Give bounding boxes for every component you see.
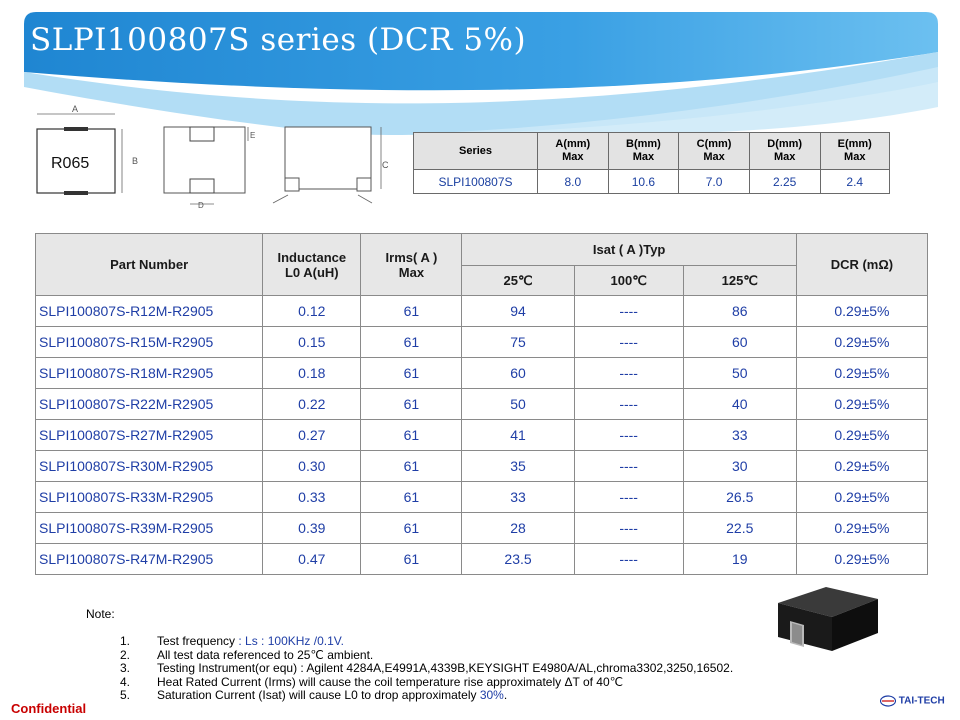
cell-isat-25c: 23.5 (462, 544, 574, 575)
dims-header-b-max: Max (632, 151, 655, 163)
cell-isat-100c: ---- (574, 296, 683, 327)
cell-inductance: 0.27 (263, 420, 361, 451)
cell-inductance: 0.30 (263, 451, 361, 482)
cell-isat-125c: 40 (683, 389, 796, 420)
dim-label-a: A (72, 104, 79, 114)
header-isat-100c: 100℃ (574, 266, 683, 296)
dims-cell-d: 2.25 (749, 170, 820, 194)
dims-header-series: Series (458, 144, 493, 157)
dims-cell-series: SLPI100807S (414, 170, 538, 194)
dim-label-c: C (382, 160, 389, 170)
dims-cell-c: 7.0 (679, 170, 750, 194)
dims-cell-b: 10.6 (608, 170, 679, 194)
note-item (120, 635, 733, 649)
cell-irms: 61 (361, 513, 462, 544)
cell-isat-25c: 28 (462, 513, 574, 544)
table-row (36, 451, 928, 482)
logo-text: TAI-TECH (898, 695, 945, 707)
cell-irms: 61 (361, 420, 462, 451)
cell-inductance: 0.12 (263, 296, 361, 327)
spec-table (35, 233, 928, 575)
cell-inductance: 0.18 (263, 358, 361, 389)
cell-part-number: SLPI100807S-R18M-R2905 (36, 358, 263, 389)
header-irms: Irms( A ) (385, 249, 438, 265)
cell-isat-125c: 33 (683, 420, 796, 451)
cell-part-number: SLPI100807S-R27M-R2905 (36, 420, 263, 451)
cell-irms: 61 (361, 358, 462, 389)
note-highlight: : Ls : 100KHz /0.1V. (238, 634, 344, 648)
cell-isat-125c: 86 (683, 296, 796, 327)
note-item (120, 662, 733, 676)
cell-isat-125c: 26.5 (683, 482, 796, 513)
note-text: Testing Instrument(or equ) : Agilent 4284A,E4991A,4339B,KEYSIGHT E4980A/AL,chroma3302,3250,16502. (157, 661, 734, 675)
cell-inductance: 0.47 (263, 544, 361, 575)
cell-dcr: 0.29±5% (796, 296, 927, 327)
cell-isat-25c: 41 (462, 420, 574, 451)
dims-header-d: D(mm) (767, 138, 803, 150)
cell-irms: 61 (361, 327, 462, 358)
inductor-photo (770, 585, 882, 655)
cell-isat-25c: 50 (462, 389, 574, 420)
cell-isat-100c: ---- (574, 389, 683, 420)
note-item (120, 649, 733, 663)
cell-dcr: 0.29±5% (796, 513, 927, 544)
header-irms-max: Max (398, 264, 425, 280)
cell-part-number: SLPI100807S-R33M-R2905 (36, 482, 263, 513)
cell-inductance: 0.22 (263, 389, 361, 420)
cell-isat-100c: ---- (574, 358, 683, 389)
cell-isat-125c: 19 (683, 544, 796, 575)
dim-label-e: E (250, 131, 256, 140)
cell-isat-25c: 75 (462, 327, 574, 358)
cell-isat-25c: 35 (462, 451, 574, 482)
cell-dcr: 0.29±5% (796, 420, 927, 451)
dims-header-e-max: Max (844, 151, 866, 163)
table-row (36, 358, 928, 389)
header-dcr: DCR (mΩ) (796, 234, 927, 296)
dims-header-a-max: Max (562, 151, 584, 163)
note-item (120, 676, 733, 690)
table-row (36, 296, 928, 327)
note-label: Note: (86, 607, 115, 621)
confidential-label: Confidential (11, 701, 87, 716)
cell-isat-25c: 33 (462, 482, 574, 513)
cell-irms: 61 (361, 451, 462, 482)
cell-isat-100c: ---- (574, 513, 683, 544)
cell-dcr: 0.29±5% (796, 451, 927, 482)
dims-header-a: A(mm) (555, 138, 591, 150)
dimension-drawing (26, 100, 396, 212)
cell-dcr: 0.29±5% (796, 544, 927, 575)
header-isat-25c: 25℃ (462, 266, 574, 296)
dims-header-c: C(mm) (696, 138, 732, 150)
cell-isat-125c: 50 (683, 358, 796, 389)
cell-isat-100c: ---- (574, 544, 683, 575)
note-text: Heat Rated Current (Irms) will cause the coil temperature rise approximately ΔT of 40℃ (157, 674, 624, 689)
cell-dcr: 0.29±5% (796, 358, 927, 389)
dims-cell-a: 8.0 (538, 170, 609, 194)
dims-cell-e: 2.4 (820, 170, 890, 194)
table-row (36, 327, 928, 358)
cell-dcr: 0.29±5% (796, 389, 927, 420)
header-isat: Isat ( A )Typ (462, 234, 796, 266)
cell-isat-125c: 30 (683, 451, 796, 482)
logo-icon (880, 695, 896, 707)
dimensions-table (413, 132, 890, 194)
cell-isat-100c: ---- (574, 327, 683, 358)
company-logo (880, 695, 950, 711)
table-row (36, 420, 928, 451)
cell-isat-100c: ---- (574, 482, 683, 513)
note-item (120, 689, 733, 703)
cell-part-number: SLPI100807S-R30M-R2905 (36, 451, 263, 482)
cell-part-number: SLPI100807S-R12M-R2905 (36, 296, 263, 327)
table-row (36, 482, 928, 513)
header-part-number: Part Number (36, 234, 263, 296)
cell-dcr: 0.29±5% (796, 327, 927, 358)
note-text: Test frequency (157, 634, 239, 648)
cell-irms: 61 (361, 544, 462, 575)
note-text: All test data referenced to 25℃ ambient. (157, 647, 374, 662)
header-inductance: Inductance (277, 249, 347, 265)
note-number: 2. (120, 647, 131, 662)
note-highlight: 30% (479, 688, 504, 702)
dim-label-b: B (132, 156, 139, 166)
note-number: 5. (120, 688, 131, 702)
header-inductance-unit: L0 A(uH) (284, 264, 339, 280)
cell-isat-25c: 60 (462, 358, 574, 389)
table-row (36, 544, 928, 575)
cell-isat-125c: 60 (683, 327, 796, 358)
table-row (36, 513, 928, 544)
header-isat-125c: 125℃ (683, 266, 796, 296)
cell-isat-100c: ---- (574, 451, 683, 482)
cell-part-number: SLPI100807S-R22M-R2905 (36, 389, 263, 420)
dims-header-b: B(mm) (626, 138, 661, 150)
cell-isat-100c: ---- (574, 420, 683, 451)
note-number: 1. (120, 634, 131, 648)
dims-header-c-max: Max (703, 151, 725, 163)
notes-list (120, 635, 733, 703)
note-text: Saturation Current (Isat) will cause L0 to drop approximately (157, 688, 480, 702)
cell-part-number: SLPI100807S-R15M-R2905 (36, 327, 263, 358)
cell-isat-125c: 22.5 (683, 513, 796, 544)
cell-inductance: 0.39 (263, 513, 361, 544)
note-number: 4. (120, 674, 131, 689)
cell-dcr: 0.29±5% (796, 482, 927, 513)
dim-label-d: D (198, 201, 204, 210)
dims-header-e: E(mm) (837, 138, 872, 150)
cell-part-number: SLPI100807S-R47M-R2905 (36, 544, 263, 575)
dims-header-d-max: Max (773, 151, 796, 163)
cell-inductance: 0.15 (263, 327, 361, 358)
note-text-end: . (503, 688, 508, 702)
cell-irms: 61 (361, 389, 462, 420)
cell-inductance: 0.33 (263, 482, 361, 513)
note-number: 3. (120, 661, 131, 675)
cell-irms: 61 (361, 482, 462, 513)
table-row (36, 389, 928, 420)
part-marking: R065 (51, 155, 90, 172)
cell-part-number: SLPI100807S-R39M-R2905 (36, 513, 263, 544)
cell-isat-25c: 94 (462, 296, 574, 327)
cell-irms: 61 (361, 296, 462, 327)
page-title: SLPI100807S series (DCR 5%) (30, 22, 527, 58)
